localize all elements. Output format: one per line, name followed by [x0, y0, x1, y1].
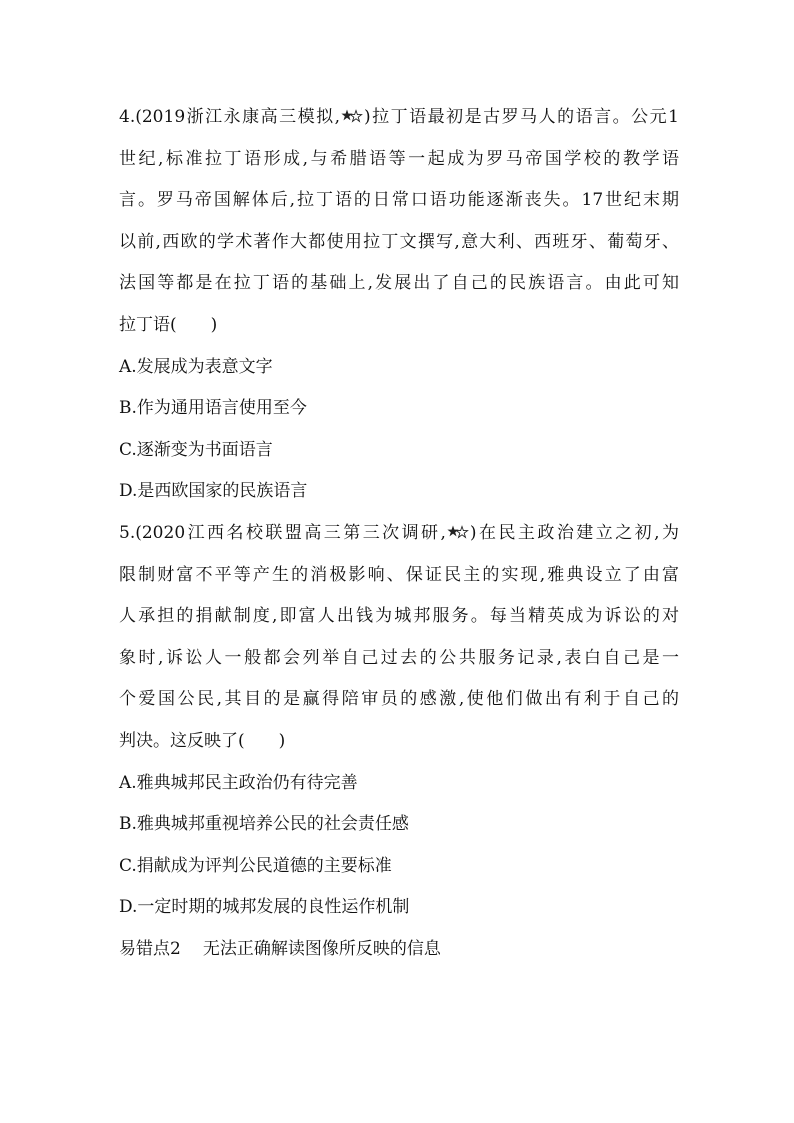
stem-line: 拉丁语( ): [119, 314, 218, 335]
error-point-heading: [119, 929, 441, 971]
error-point-label: 易错点2: [119, 939, 181, 959]
option-a[interactable]: A.发展成为表意文字: [119, 356, 273, 377]
question-source-close: ): [364, 107, 371, 127]
question-number: 4.: [119, 107, 136, 127]
option-c[interactable]: C.捐献成为评判公民道德的主要标准: [119, 855, 392, 876]
question-5: [119, 513, 679, 929]
stem-line: 限制财富不平等产生的消极影响、保证民主的实现,雅典设立了由富: [119, 564, 679, 585]
question-number: 5.: [119, 523, 136, 543]
stem-line: 个爱国公民,其目的是赢得陪审员的感激,使他们做出有利于自己的: [119, 689, 679, 710]
stem-line: 言。罗马帝国解体后,拉丁语的日常口语功能逐渐丧失。17世纪末期: [119, 190, 679, 211]
option-d[interactable]: D.是西欧国家的民族语言: [119, 481, 308, 502]
stem-line: 拉丁语最初是古罗马人的语言。公元1: [370, 107, 679, 127]
question-source-close: ): [469, 523, 477, 543]
question-4-first-line: [119, 97, 679, 139]
question-source: (2019浙江永康高三模拟,: [135, 107, 341, 127]
option-d[interactable]: D.一定时期的城邦发展的良性运作机制: [119, 897, 410, 918]
stem-line: 象时,诉讼人一般都会列举自己过去的公共服务记录,表白自己是一: [119, 647, 679, 668]
question-5-first-line: [119, 513, 679, 555]
stem-line: 以前,西欧的学术著作大都使用拉丁文撰写,意大利、西班牙、葡萄牙、: [119, 231, 679, 252]
option-b[interactable]: B.雅典城邦重视培养公民的社会责任感: [119, 814, 409, 835]
option-b[interactable]: B.作为通用语言使用至今: [119, 398, 307, 419]
question-source: (2020江西名校联盟高三第三次调研,: [135, 523, 446, 543]
two-star-difficulty-icon: [447, 525, 469, 539]
stem-line: 人承担的捐献制度,即富人出钱为城邦服务。每当精英成为诉讼的对: [119, 606, 679, 627]
stem-line: 世纪,标准拉丁语形成,与希腊语等一起成为罗马帝国学校的教学语: [119, 148, 679, 169]
stem-line: 判决。这反映了( ): [119, 730, 286, 751]
option-c[interactable]: C.逐渐变为书面语言: [119, 439, 273, 460]
option-a[interactable]: A.雅典城邦民主政治仍有待完善: [119, 772, 358, 793]
stem-line: 在民主政治建立之初,为: [476, 523, 679, 543]
error-point-title: 无法正确解读图像所反映的信息: [202, 939, 441, 959]
question-4: [119, 97, 679, 513]
two-star-difficulty-icon: [341, 109, 363, 123]
stem-line: 法国等都是在拉丁语的基础上,发展出了自己的民族语言。由此可知: [119, 273, 679, 294]
